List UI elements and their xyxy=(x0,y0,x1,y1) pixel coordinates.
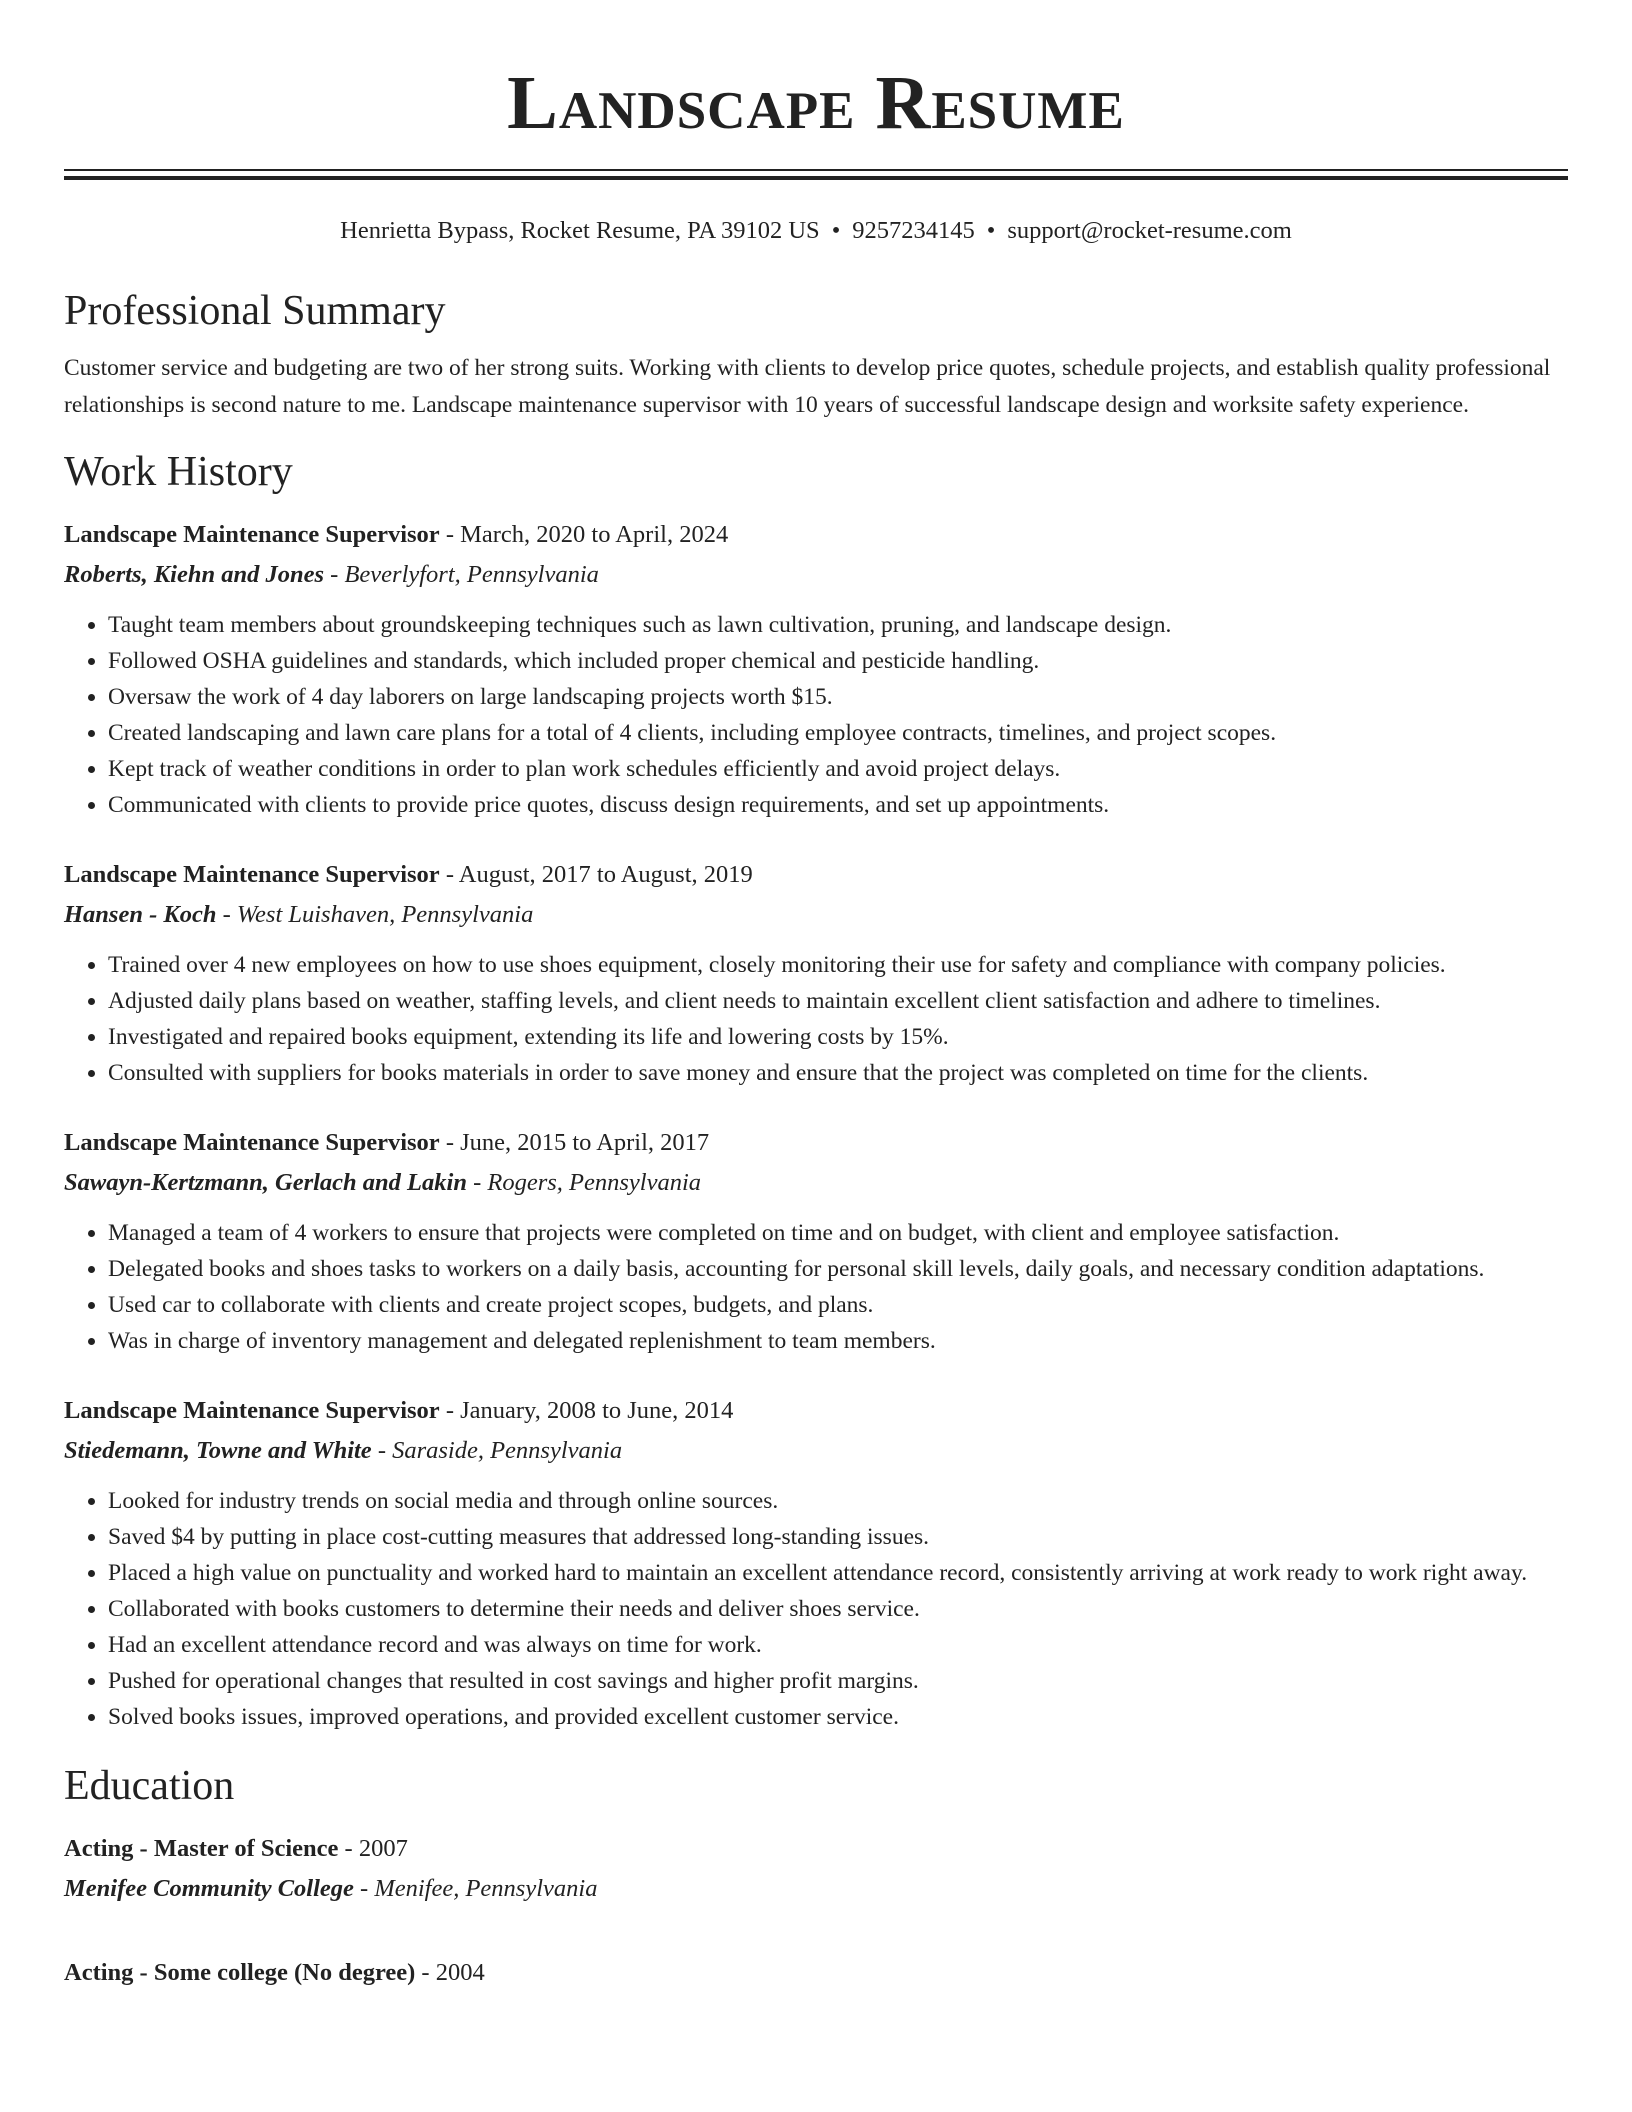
job-bullet: • Followed OSHA guidelines and standards, which included proper chemical and pesticide handling. xyxy=(108,643,1568,679)
education-entry xyxy=(64,1953,1568,1993)
school-location: - Menifee, Pennsylvania xyxy=(353,1875,598,1902)
job-title-line xyxy=(64,855,1568,895)
contact-phone: 9257234145 xyxy=(852,217,975,244)
job-bullet: • Oversaw the work of 4 day laborers on large landscaping projects worth $15. xyxy=(108,679,1568,715)
job-entry xyxy=(64,855,1568,1091)
job-bullet: • Communicated with clients to provide price quotes, discuss design requirements, and set up appointments. xyxy=(108,787,1568,823)
job-bullet: • Created landscaping and lawn care plans for a total of 4 clients, including employee contracts, timelines, and project scopes. xyxy=(108,715,1568,751)
job-title-line xyxy=(64,515,1568,555)
job-dates: - March, 2020 to April, 2024 xyxy=(439,521,729,548)
company-name: Roberts, Kiehn and Jones xyxy=(64,561,325,588)
job-bullet: • Had an excellent attendance record and was always on time for work. xyxy=(108,1627,1568,1663)
education-entry xyxy=(64,1829,1568,1909)
job-title-line xyxy=(64,1123,1568,1163)
company-name: Stiedemann, Towne and White xyxy=(64,1437,372,1464)
job-title: Landscape Maintenance Supervisor xyxy=(64,521,440,548)
contact-line xyxy=(64,216,1568,246)
job-bullet: • Delegated books and shoes tasks to workers on a daily basis, accounting for personal skill levels, daily goals, and necessary condition adaptations. xyxy=(108,1251,1568,1287)
contact-separator: • xyxy=(986,217,996,244)
job-title: Landscape Maintenance Supervisor xyxy=(64,1397,440,1424)
company-location: - Rogers, Pennsylvania xyxy=(466,1169,702,1196)
summary-text: Customer service and budgeting are two of her strong suits. Working with clients to develop price quotes, schedule projects, and establish quality professional relationships is second nature to me. Landscape maintenance supervisor with 10 years of successful landscape design and worksite safety experience. xyxy=(64,355,1551,418)
title-divider xyxy=(64,169,1568,180)
job-entry xyxy=(64,1123,1568,1359)
company-line xyxy=(64,895,1568,935)
company-location: - Saraside, Pennsylvania xyxy=(371,1437,623,1464)
job-bullet: • Used car to collaborate with clients and create project scopes, budgets, and plans. xyxy=(108,1287,1568,1323)
job-bullet: • Managed a team of 4 workers to ensure that projects were completed on time and on budget, with client and employee satisfaction. xyxy=(108,1215,1568,1251)
degree-line xyxy=(64,1829,1568,1869)
job-bullet: • Looked for industry trends on social media and through online sources. xyxy=(108,1483,1568,1519)
company-name: Hansen - Koch xyxy=(64,901,217,928)
job-entry xyxy=(64,515,1568,823)
resume-title: Landscape Resume xyxy=(507,61,1125,145)
degree-line xyxy=(64,1953,1568,1993)
job-bullet: • Was in charge of inventory management and delegated replenishment to team members. xyxy=(108,1323,1568,1359)
job-bullet: • Trained over 4 new employees on how to use shoes equipment, closely monitoring their use for safety and compliance with company policies. xyxy=(108,947,1568,983)
job-dates: - June, 2015 to April, 2017 xyxy=(439,1129,710,1156)
company-location: - Beverlyfort, Pennsylvania xyxy=(324,561,599,588)
job-bullets xyxy=(64,1483,1568,1735)
company-name: Sawayn-Kertzmann, Gerlach and Lakin xyxy=(64,1169,467,1196)
summary-heading: Professional Summary xyxy=(64,288,446,334)
company-location: - West Luishaven, Pennsylvania xyxy=(216,901,534,928)
work-history-list xyxy=(64,515,1568,1735)
contact-email: support@rocket-resume.com xyxy=(1007,217,1292,244)
education-list xyxy=(64,1829,1568,1993)
job-bullet: • Pushed for operational changes that resulted in cost savings and higher profit margins. xyxy=(108,1663,1568,1699)
contact-separator: • xyxy=(831,217,841,244)
job-bullet: • Kept track of weather conditions in order to plan work schedules efficiently and avoid project delays. xyxy=(108,751,1568,787)
job-title-line xyxy=(64,1391,1568,1431)
job-bullets xyxy=(64,947,1568,1091)
job-bullet: • Consulted with suppliers for books materials in order to save money and ensure that the project was completed on time for the clients. xyxy=(108,1055,1568,1091)
job-bullet: • Taught team members about groundskeeping techniques such as lawn cultivation, pruning, and landscape design. xyxy=(108,607,1568,643)
job-bullets xyxy=(64,607,1568,823)
degree-year: - 2004 xyxy=(415,1959,485,1986)
job-dates: - January, 2008 to June, 2014 xyxy=(439,1397,734,1424)
job-entry xyxy=(64,1391,1568,1735)
school-line xyxy=(64,1869,1568,1909)
job-title: Landscape Maintenance Supervisor xyxy=(64,1129,440,1156)
contact-address: Henrietta Bypass, Rocket Resume, PA 39102 US xyxy=(340,217,820,244)
company-line xyxy=(64,555,1568,595)
degree: Acting - Master of Science xyxy=(64,1835,339,1862)
education-heading: Education xyxy=(64,1763,235,1809)
job-bullet: • Investigated and repaired books equipment, extending its life and lowering costs by 15%. xyxy=(108,1019,1568,1055)
company-line xyxy=(64,1163,1568,1203)
job-title: Landscape Maintenance Supervisor xyxy=(64,861,440,888)
work-history-heading: Work History xyxy=(64,449,293,495)
job-bullet: • Solved books issues, improved operations, and provided excellent customer service. xyxy=(108,1699,1568,1735)
school-name: Menifee Community College xyxy=(64,1875,354,1902)
degree: Acting - Some college (No degree) xyxy=(64,1959,416,1986)
company-line xyxy=(64,1431,1568,1471)
degree-year: - 2007 xyxy=(338,1835,408,1862)
job-bullet: • Adjusted daily plans based on weather, staffing levels, and client needs to maintain excellent client satisfaction and adhere to timelines. xyxy=(108,983,1568,1019)
job-dates: - August, 2017 to August, 2019 xyxy=(439,861,753,888)
job-bullet: • Saved $4 by putting in place cost-cutting measures that addressed long-standing issues. xyxy=(108,1519,1568,1555)
resume-page xyxy=(64,0,1568,1993)
job-bullets xyxy=(64,1215,1568,1359)
job-bullet: • Placed a high value on punctuality and worked hard to maintain an excellent attendance record, consistently arriving at work ready to work right away. xyxy=(108,1555,1568,1591)
job-bullet: • Collaborated with books customers to determine their needs and deliver shoes service. xyxy=(108,1591,1568,1627)
